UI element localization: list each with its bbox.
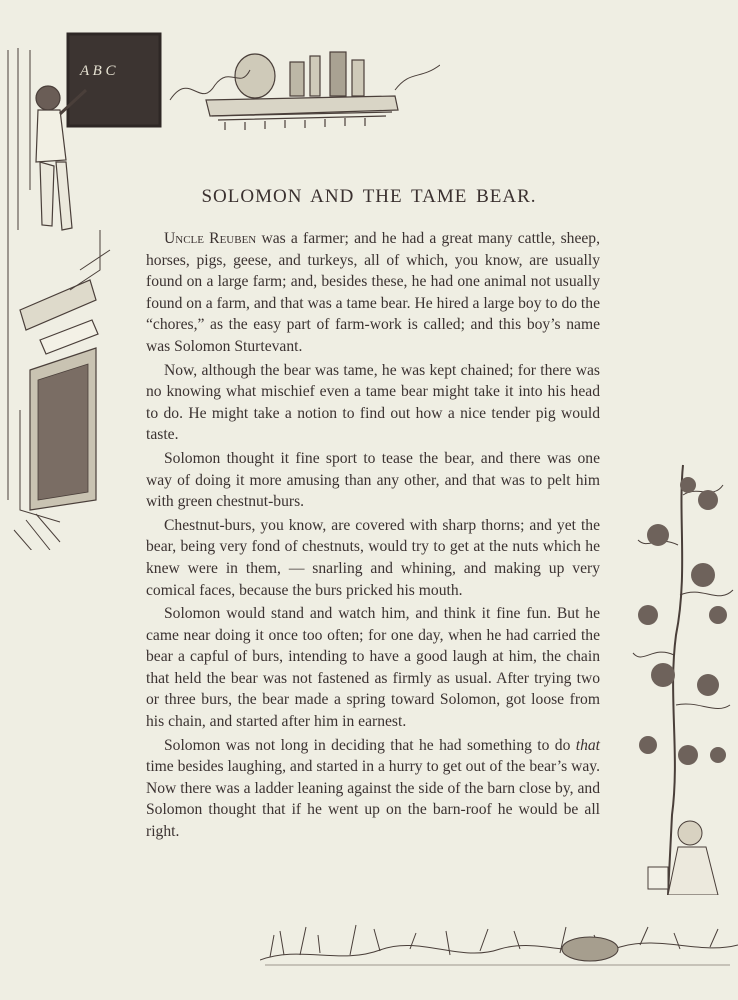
paragraph: Now, although the bear was tame, he was kept chained; for there was no knowing what mischief even a tame bear might take it into his head to do. He might take a notion to find out how a nice tender pig would taste. — [146, 361, 600, 444]
paragraph-text: was a farmer; and he had a great many cattle, sheep, horses, pigs, geese, and turkeys, all of which, you know, are usually found on a large farm; and, besides these, he had one animal not usually found on a farm, and that was a tame bear. He hired a large boy to do the “chores,” as the easy part of farm-work is called; and this boy’s name was Solomon Sturtevant. — [146, 230, 600, 355]
paragraph: Chestnut-burs, you know, are covered with sharp thorns; and yet the bear, being very fond of chestnuts, would try to get at the nuts which he knew were in them, — snarling and whining, and making up very comical faces, because the burs pricked his mouth. — [146, 516, 600, 599]
paragraph: Solomon thought it fine sport to tease the bear, and there was one way of doing it more amusing than any other, and that was to pelt him with green chestnut-burs. — [146, 449, 600, 511]
story-body — [146, 228, 600, 843]
paragraph: Solomon would stand and watch him, and think it fine fun. But he came near doing it once too often; for one day, when he had carried the bear a capful of burs, intending to have a good laugh at him, the chain that held the bear was not fastened as firmly as usual. After trying two or three burs, the bear made a spring toward Solomon, got loose from his chain, and started after him in earnest. — [146, 605, 600, 731]
story-title: SOLOMON AND THE TAME BEAR. — [201, 186, 537, 207]
paragraph — [146, 228, 600, 358]
tree-and-girl-illustration — [628, 455, 738, 895]
grass-and-dog-illustration — [260, 905, 738, 975]
emphasis-text: that — [575, 736, 600, 754]
paragraph-text: Solomon was not long in deciding that he had something to do — [164, 736, 576, 754]
paragraph-lead: Uncle Reuben — [164, 230, 257, 247]
chalkboard-text: A B C — [80, 63, 116, 79]
paragraph-text: time besides laughing, and started in a hurry to get out of the bear’s way. Now there was a ladder leaning against the side of the barn close by, and Solomon thought that if he went up on the barn-roof he would be all right. — [146, 758, 600, 841]
paragraph — [146, 735, 600, 843]
